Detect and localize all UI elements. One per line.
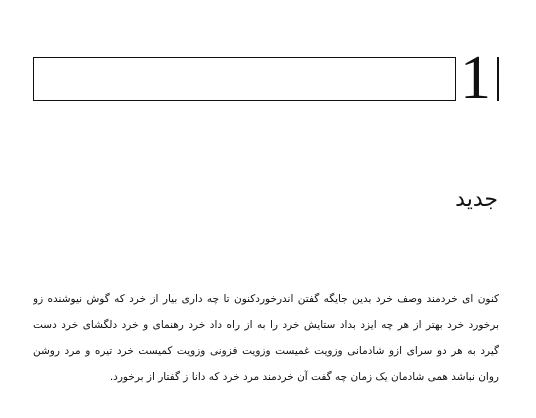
chapter-heading-frame: [33, 57, 456, 101]
chapter-heading-rule: [497, 57, 499, 101]
body-paragraph: [33, 286, 499, 390]
paragraph-line: برخورد خرد بهتر از هر چه ایزد بداد ستایش خرد را به از راه داد خرد رهنمای و خرد دلگشای خرد دست: [33, 319, 499, 331]
paragraph-line: کنون ای خردمند وصف خرد بدین جایگه گفتن اندرخوردکنون تا چه داری بیار از خرد که گوش نیوشنده زو: [33, 293, 499, 305]
paragraph-line: گیرد به هر دو سرای ازو شادمانی وزویت غمیست وزویت فزونی وزویت کمیست خرد تیره و مرد روشن: [33, 345, 499, 357]
section-title: جدید: [455, 187, 498, 212]
paragraph-line: روان نباشد همی شادمان یک زمان چه گفت آن خردمند مرد خرد که دانا ز گفتار از برخورد.: [109, 371, 499, 383]
chapter-number: 1: [460, 44, 491, 112]
